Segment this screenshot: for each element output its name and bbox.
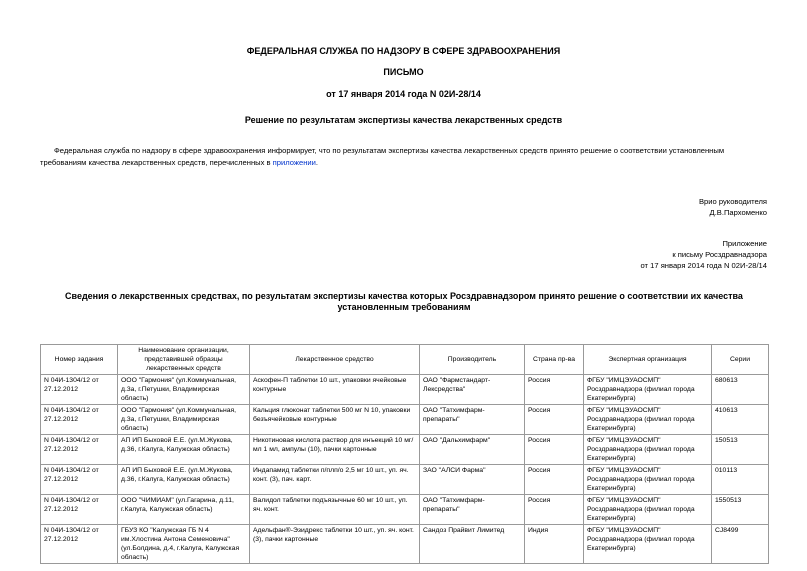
intro-text: Федеральная служба по надзору в сфере здравоохранения информирует, что по результатам экспертизы качества лекарственных средств принято решение о соответствии установленным требованиям качества лекарственных средств, перечисленных в <box>40 146 725 167</box>
cell-expert-org: ФГБУ "ИМЦЭУАОСМП" Росздравнадзора (филиал города Екатеринбурга) <box>584 525 712 564</box>
cell-manufacturer: ЗАО "АЛСИ Фарма" <box>420 465 525 495</box>
cell-task-number: N 04И-1304/12 от 27.12.2012 <box>41 405 118 435</box>
cell-medicine: Адельфан®-Эзидрекс таблетки 10 шт., уп. яч. конт. (3), пачки картонные <box>250 525 420 564</box>
cell-manufacturer: ОАО "Татхимфарм-препараты" <box>420 495 525 525</box>
cell-country: Индия <box>525 525 584 564</box>
table-row <box>41 435 769 465</box>
intro-paragraph <box>40 145 768 169</box>
table-row <box>41 525 769 564</box>
appendix-line1: Приложение <box>722 239 767 248</box>
header-series: Серии <box>712 345 769 375</box>
cell-expert-org: ФГБУ "ИМЦЭУАОСМП" Росздравнадзора (филиал города Екатеринбурга) <box>584 375 712 405</box>
header-country: Страна пр-ва <box>525 345 584 375</box>
cell-medicine: Никотиновая кислота раствор для инъекций 10 мг/мл 1 мл, ампулы (10), пачки картонные <box>250 435 420 465</box>
medicines-table <box>40 344 769 564</box>
cell-country: Россия <box>525 495 584 525</box>
cell-organization: АП ИП Быховой Е.Е. (ул.М.Жукова, д.36, г.Калуга, Калужская область) <box>118 435 250 465</box>
agency-title: ФЕДЕРАЛЬНАЯ СЛУЖБА ПО НАДЗОРУ В СФЕРЕ ЗДРАВООХРАНЕНИЯ <box>246 46 561 56</box>
cell-series: 150513 <box>712 435 769 465</box>
cell-task-number: N 04И-1304/12 от 27.12.2012 <box>41 495 118 525</box>
header-organization: Наименование организации, представившей образцы лекарственных средств <box>118 345 250 375</box>
table-row <box>41 405 769 435</box>
cell-country: Россия <box>525 435 584 465</box>
cell-organization: ООО "Гармония" (ул.Коммунальная, д.3а, г.Петушки, Владимирская область) <box>118 375 250 405</box>
cell-country: Россия <box>525 375 584 405</box>
cell-manufacturer: Сандоз Прайвит Лимитед <box>420 525 525 564</box>
header-manufacturer: Производитель <box>420 345 525 375</box>
signer-position: Врио руководителя <box>698 197 767 206</box>
signer-name: Д.В.Пархоменко <box>709 208 767 217</box>
cell-expert-org: ФГБУ "ИМЦЭУАОСМП" Росздравнадзора (филиал города Екатеринбурга) <box>584 495 712 525</box>
cell-task-number: N 04И-1304/12 от 27.12.2012 <box>41 435 118 465</box>
cell-task-number: N 04И-1304/12 от 27.12.2012 <box>41 375 118 405</box>
cell-expert-org: ФГБУ "ИМЦЭУАОСМП" Росздравнадзора (филиал города Екатеринбурга) <box>584 405 712 435</box>
appendix-link[interactable]: приложении <box>272 158 316 167</box>
cell-medicine: Кальция глюконат таблетки 500 мг N 10, упаковки безъячейковые контурные <box>250 405 420 435</box>
header-task-number: Номер задания <box>41 345 118 375</box>
appendix-line2: к письму Росздравнадзора <box>672 250 767 259</box>
cell-manufacturer: ОАО "Дальхимфарм" <box>420 435 525 465</box>
cell-manufacturer: ОАО "Фармстандарт-Лексредства" <box>420 375 525 405</box>
section-title-line1: Сведения о лекарственных средствах, по результатам экспертизы качества которых Росздравнадзором принято решение о соответствии их качества <box>65 291 743 301</box>
doc-type: ПИСЬМО <box>383 67 424 77</box>
cell-task-number: N 04И-1304/12 от 27.12.2012 <box>41 525 118 564</box>
cell-organization: ГБУЗ КО "Калужская ГБ N 4 им.Хлостина Антона Семеновича" (ул.Болдина, д.4, г.Калуга, Калужская область) <box>118 525 250 564</box>
cell-organization: АП ИП Быховой Е.Е. (ул.М.Жукова, д.36, г.Калуга, Калужская область) <box>118 465 250 495</box>
appendix-line3: от 17 января 2014 года N 02И-28/14 <box>640 261 767 270</box>
table-header-row <box>41 345 769 375</box>
cell-task-number: N 04И-1304/12 от 27.12.2012 <box>41 465 118 495</box>
cell-country: Россия <box>525 465 584 495</box>
cell-series: 680613 <box>712 375 769 405</box>
cell-expert-org: ФГБУ "ИМЦЭУАОСМП" Росздравнадзора (филиал города Екатеринбурга) <box>584 465 712 495</box>
intro-end: . <box>315 158 318 167</box>
cell-expert-org: ФГБУ "ИМЦЭУАОСМП" Росздравнадзора (филиал города Екатеринбурга) <box>584 435 712 465</box>
cell-medicine: Индапамид таблетки п/плп/о 2,5 мг 10 шт., уп. яч. конт. (3), пач. карт. <box>250 465 420 495</box>
doc-subject: Решение по результатам экспертизы качества лекарственных средств <box>244 115 563 125</box>
header-expert-org: Экспертная организация <box>584 345 712 375</box>
cell-organization: ООО "ЧИМИАМ" (ул.Гагарина, д.11, г.Калуга, Калужская область) <box>118 495 250 525</box>
cell-series: 010113 <box>712 465 769 495</box>
cell-series: 1550513 <box>712 495 769 525</box>
cell-organization: ООО "Гармония" (ул.Коммунальная, д.3а, г.Петушки, Владимирская область) <box>118 405 250 435</box>
doc-date-number: от 17 января 2014 года N 02И-28/14 <box>326 89 481 99</box>
cell-medicine: Аскофен-П таблетки 10 шт., упаковки ячейковые контурные <box>250 375 420 405</box>
cell-series: СJ8499 <box>712 525 769 564</box>
cell-medicine: Валидол таблетки подъязычные 60 мг 10 шт., уп. яч. конт. <box>250 495 420 525</box>
cell-series: 410613 <box>712 405 769 435</box>
table-row <box>41 465 769 495</box>
cell-manufacturer: ОАО "Татхимфарм-препараты" <box>420 405 525 435</box>
header-medicine: Лекарственное средство <box>250 345 420 375</box>
cell-country: Россия <box>525 405 584 435</box>
table-row <box>41 375 769 405</box>
table-row <box>41 495 769 525</box>
section-title-line2: установленным требованиям <box>337 302 471 312</box>
